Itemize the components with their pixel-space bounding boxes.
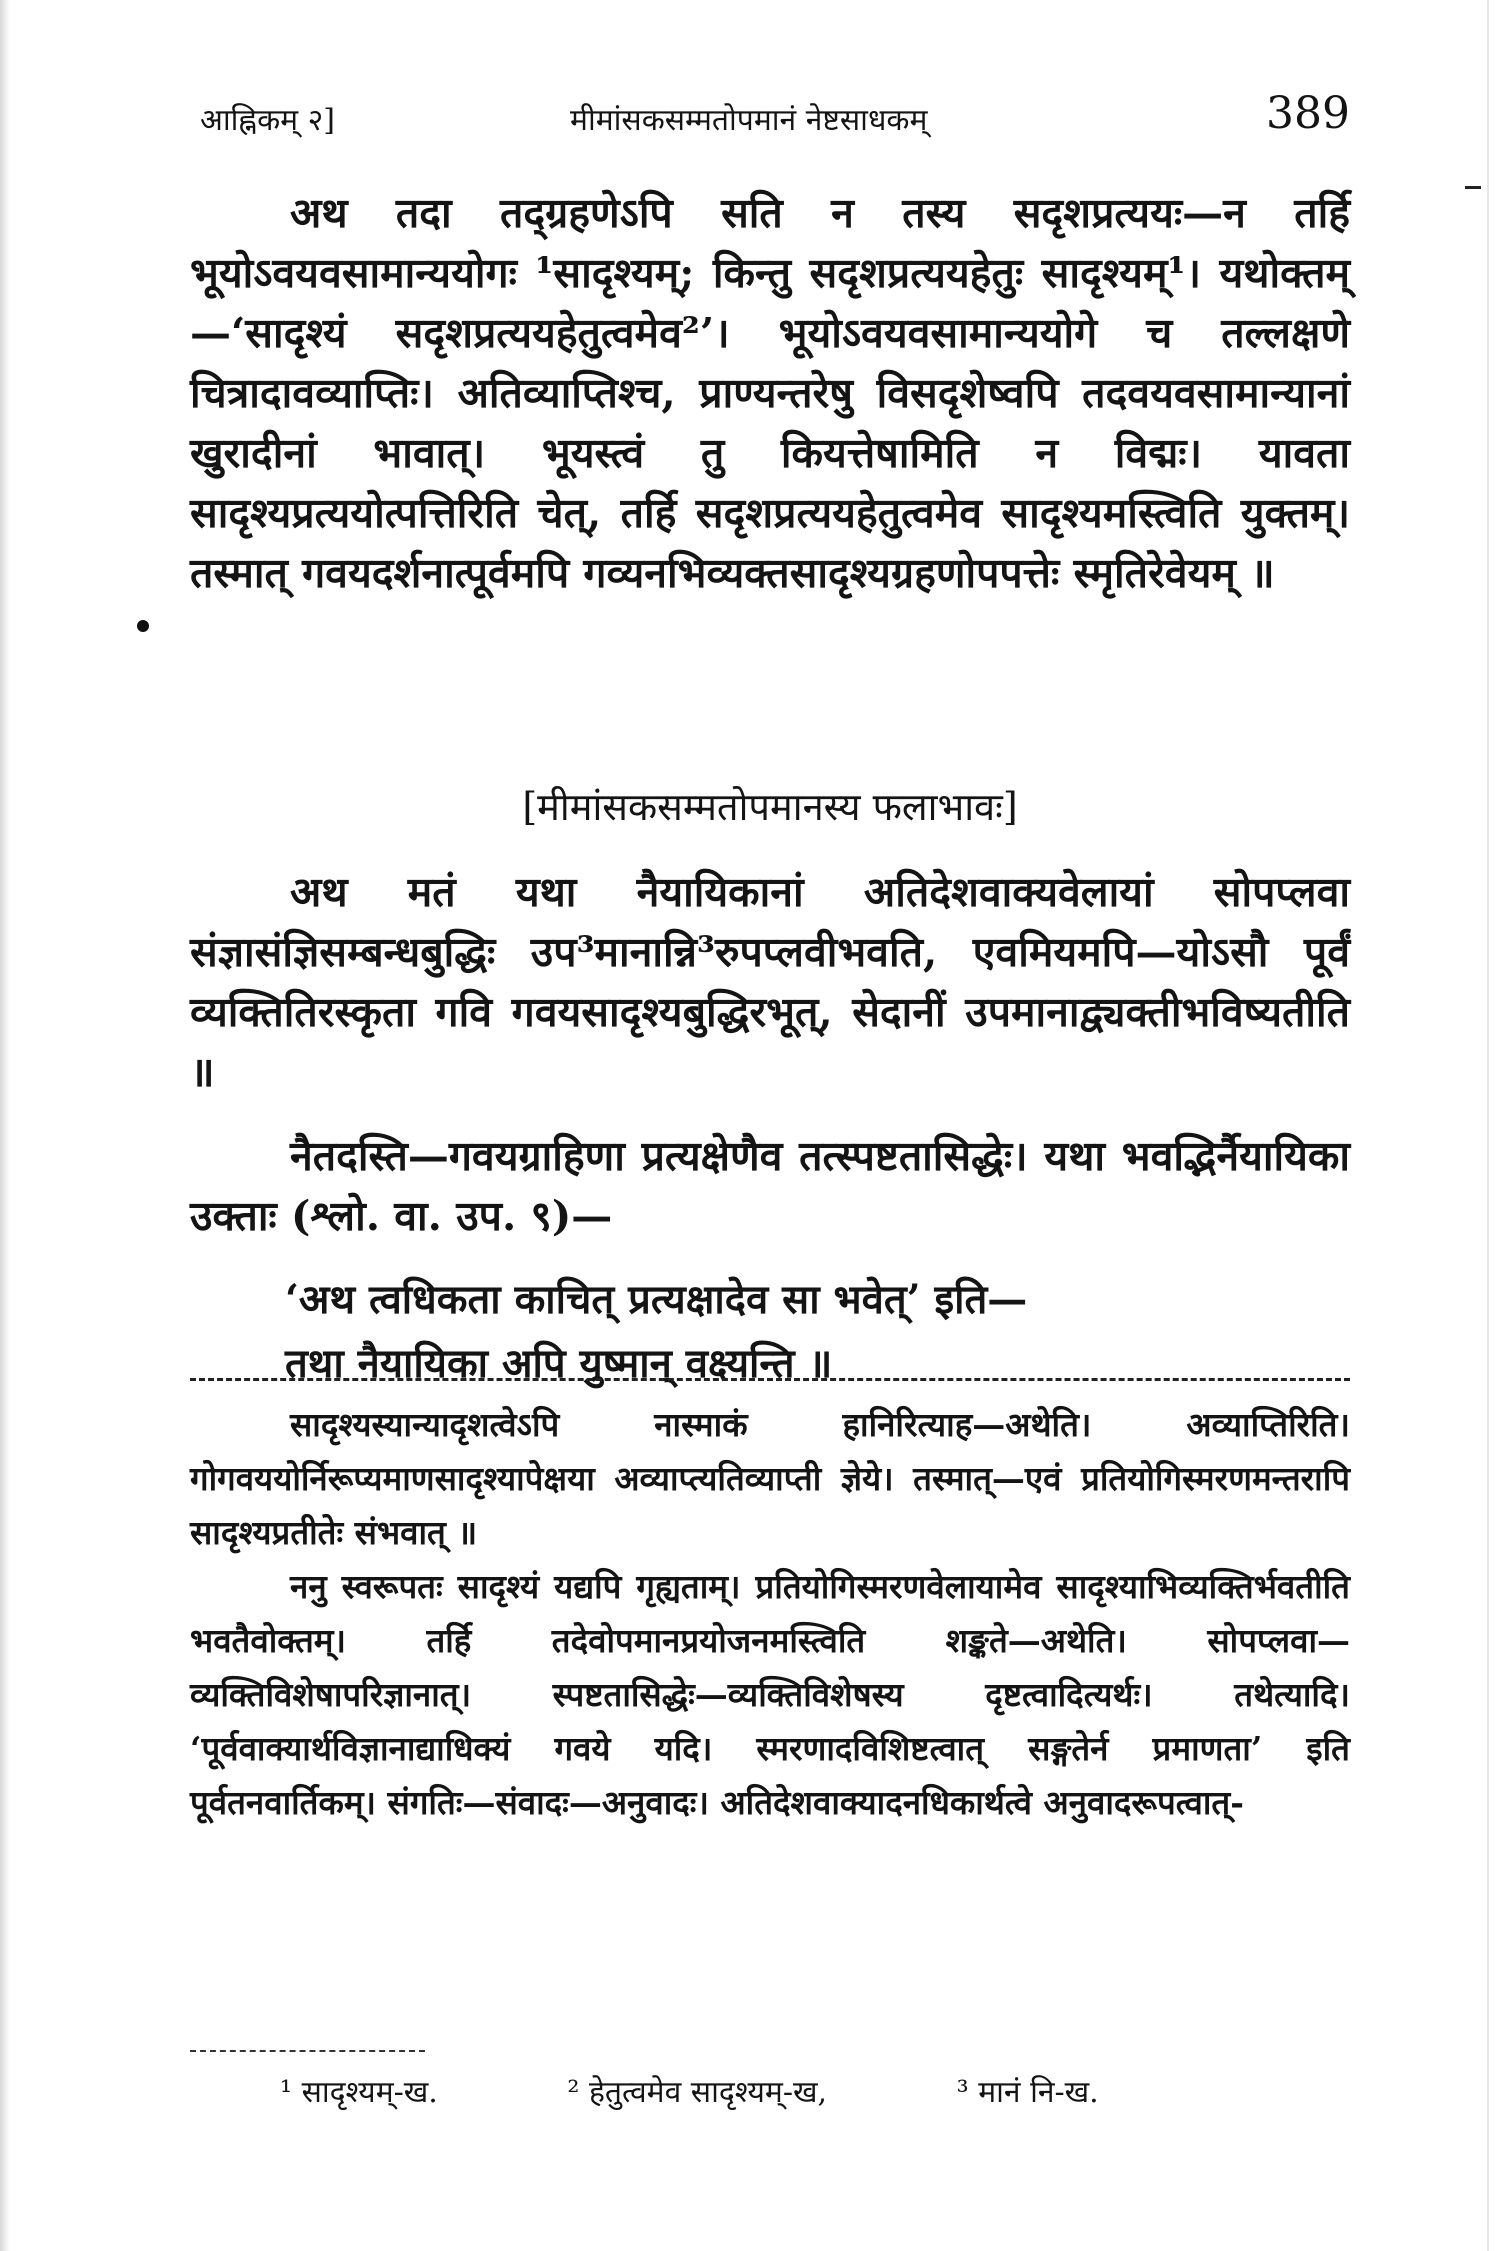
commentary-paragraph-1: सादृश्यस्यान्यादृशत्वेऽपि नास्माकं हानिरित्याह—अथेति। अव्याप्तिरिति। गोगवययोर्निरूप्यमाणसादृश्यापेक्षया अव्याप्त्यतिव्याप्ती ज्ञेये। तस्मात्—एवं प्रतियोगिस्मरणमन्तरापि सादृश्यप्रतीतेः संभवात् ॥ [190,1405,1350,1552]
verse-quote-line-2: तथा नैयायिका अपि युष्मान् वक्ष्यन्ति ॥ [285,1340,833,1387]
footnote-3: ³ मानं नि-ख. [956,2075,1099,2110]
main-paragraph-1: अथ तदा तद्ग्रहणेऽपि सति न तस्य सदृशप्रत्ययः—न तर्हि भूयोऽवयवसामान्ययोगः ¹सादृश्यम्; किन्तु सदृशप्रत्ययहेतुः सादृश्यम्¹। यथोक्तम्—‘सादृश्यं सदृशप्रत्ययहेतुत्वमेव²’। भूयोऽवयवसामान्ययोगे च तल्लक्षणे चित्रादावव्याप्तिः। अतिव्याप्तिश्च, प्राण्यन्तरेषु विसदृशेष्वपि तदवयवसामान्यानां खुरादीनां भावात्। भूयस्त्वं तु कियत्तेषामिति न विद्मः। यावता सादृश्यप्रत्ययोत्पत्तिरिति चेत्, तर्हि सदृशप्रत्ययहेतुत्वमेव सादृश्यमस्त्विति युक्तम्। तस्मात् गवयदर्शनात्पूर्वमपि गव्यनभिव्यक्तसादृश्यग्रहणोपपत्तेः स्मृतिरेवेयम् ॥ [190,189,1350,597]
margin-mark [1465,186,1481,189]
running-header [200,88,1350,148]
footnote-2: ² हेतुत्वमेव सादृश्यम्-ख, [567,2075,828,2110]
page-right-edge [1487,0,1511,2251]
main-paragraph-3: नैतदस्ति—गवयग्राहिणा प्रत्यक्षेणैव तत्स्पष्टतासिद्धेः। यथा भवद्भिर्नैयायिका उक्ताः (श्लो. वा. उप. ९)— [190,1132,1350,1240]
commentary-divider [190,1378,1350,1381]
running-title: मीमांसकसम्मतोपमानं नेष्टसाधकम् [570,103,928,138]
footnote-1: ¹ सादृश्यम्-ख. [280,2075,438,2110]
page-number: 389 [1266,88,1350,139]
main-paragraph-2: अथ मतं यथा नैयायिकानां अतिदेशवाक्यवेलायां सोपप्लवा संज्ञासंज्ञिसम्बन्धबुद्धिः उप³मानान्नि³रुपप्लवीभवति, एवमियमपि—योऽसौ पूर्वं व्यक्तितिरस्कृता गवि गवयसादृश्यबुद्धिरभूत्, सेदानीं उपमानाद्व्यक्तीभविष्यतीति ॥ [190,868,1350,1096]
page-spine-shadow [0,0,10,2251]
ink-spot [137,620,149,632]
footnotes [280,2070,1360,2111]
footnote-rule [190,2050,425,2052]
section-heading: [मीमांसकसम्मतोपमानस्य फलाभावः] [522,785,1018,829]
commentary-paragraph-2: ननु स्वरूपतः सादृश्यं यद्यपि गृह्यताम्। प्रतियोगिस्मरणवेलायामेव सादृश्याभिव्यक्तिर्भवतीति भवतैवोक्तम्। तर्हि तदेवोपमानप्रयोजनमस्त्विति शङ्कते—अथेति। सोपप्लवा—व्यक्तिविशेषापरिज्ञानात्। स्पष्टतासिद्धेः—व्यक्तिविशेषस्य दृष्टत्वादित्यर्थः। तथेत्यादि। ‘पूर्ववाक्यार्थविज्ञानाद्याधिक्यं गवये यदि। स्मरणादविशिष्टत्वात् सङ्गतेर्न प्रमाणता’ इति पूर्वतनवार्तिकम्। संगतिः—संवादः—अनुवादः। अतिदेशवाक्यादनधिकार्थत्वे अनुवादरूपत्वात्- [190,1567,1350,1822]
section-label: आह्निकम् २] [200,103,335,138]
verse-quote-line-1: ‘अथ त्वधिकता काचित् प्रत्यक्षादेव सा भवेत्’ इति— [285,1276,1028,1323]
